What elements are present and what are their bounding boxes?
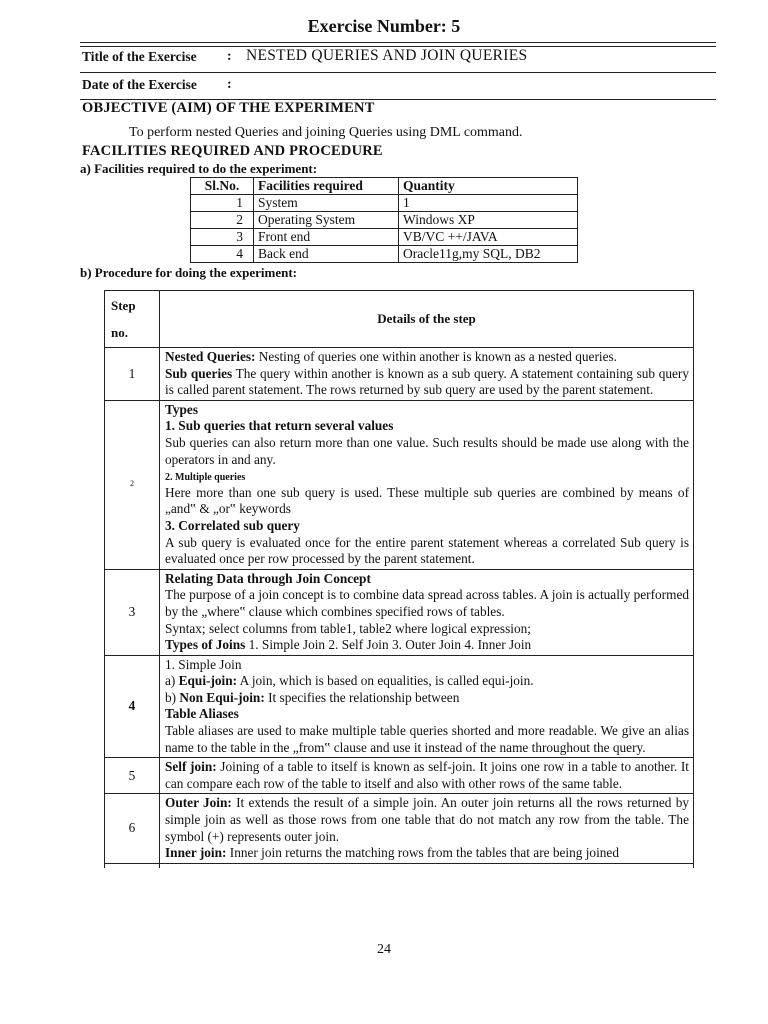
equi-join-prefix: a) bbox=[165, 673, 179, 689]
empty-cell bbox=[105, 863, 160, 868]
table-row-empty bbox=[105, 863, 694, 868]
cell: Back end bbox=[254, 246, 399, 263]
step-number: 2 bbox=[105, 400, 160, 569]
step-details bbox=[160, 569, 694, 655]
type1-heading: 1. Sub queries that return several values bbox=[165, 418, 394, 434]
cell: Operating System bbox=[254, 212, 399, 229]
non-equi-join-prefix: b) bbox=[165, 689, 180, 705]
title-colon: : bbox=[227, 49, 232, 64]
step-number: 4 bbox=[105, 655, 160, 758]
simple-join-line: 1. Simple Join bbox=[165, 656, 242, 672]
self-join-label: Self join: bbox=[165, 759, 217, 775]
date-colon: : bbox=[227, 77, 232, 92]
nested-queries-label: Nested Queries: bbox=[165, 349, 256, 364]
table-row bbox=[105, 758, 694, 794]
cell: 4 bbox=[191, 246, 254, 263]
facilities-table bbox=[190, 177, 578, 263]
empty-cell bbox=[160, 863, 694, 868]
col-step-line2: no. bbox=[111, 325, 128, 340]
procedure-header-row bbox=[105, 291, 694, 348]
type3-text: A sub query is evaluated once for the entire parent statement whereas a correlated Sub query is evaluated once per row processed by the parent statement. bbox=[165, 534, 689, 567]
objective-text: To perform nested Queries and joining Queries using DML command. bbox=[129, 125, 523, 140]
page-number: 24 bbox=[377, 942, 391, 957]
cell: 1 bbox=[399, 195, 578, 212]
table-row bbox=[105, 569, 694, 655]
procedure-subheading: b) Procedure for doing the experiment: bbox=[80, 265, 297, 280]
table-aliases-heading: Table Aliases bbox=[165, 706, 239, 722]
col-details: Details of the step bbox=[160, 291, 694, 348]
outer-join-label: Outer Join: bbox=[165, 795, 232, 811]
self-join-text: Joining of a table to itself is known as self-join. It joins one row in a table to another. It can compare each row of the table to itself and also with other rows of the same table. bbox=[165, 759, 689, 791]
cell: VB/VC ++/JAVA bbox=[399, 229, 578, 246]
step-details bbox=[160, 758, 694, 794]
table-row bbox=[191, 229, 578, 246]
step-details bbox=[160, 794, 694, 863]
type2-heading: 2. Multiple queries bbox=[165, 472, 246, 484]
sub-queries-label: Sub queries bbox=[165, 365, 233, 381]
step-number: 1 bbox=[105, 348, 160, 401]
col-step-no bbox=[105, 291, 160, 348]
join-types-label: Types of Joins bbox=[165, 637, 246, 653]
table-aliases-text: Table aliases are used to make multiple table queries shorted and more readable. We give an alias name to the table in the „from‟ clause and use it instead of the name throughout the query. bbox=[165, 723, 689, 755]
table-row bbox=[105, 655, 694, 758]
col-step-line1: Step bbox=[111, 298, 136, 313]
step-details bbox=[160, 655, 694, 758]
inner-join-label: Inner join: bbox=[165, 845, 227, 861]
type2-text: Here more than one sub query is used. These multiple sub queries are combined by means of „and‟ & „or‟ keywords bbox=[165, 484, 689, 517]
step-number: 6 bbox=[105, 794, 160, 863]
objective-heading: OBJECTIVE (AIM) OF THE EXPERIMENT bbox=[82, 100, 375, 116]
cell: 1 bbox=[191, 195, 254, 212]
step-details bbox=[160, 400, 694, 569]
col-slno: Sl.No. bbox=[191, 178, 254, 195]
join-types-text: 1. Simple Join 2. Self Join 3. Outer Join 4. Inner Join bbox=[245, 637, 532, 653]
table-row bbox=[191, 212, 578, 229]
join-concept-heading: Relating Data through Join Concept bbox=[165, 570, 371, 586]
cell: Windows XP bbox=[399, 212, 578, 229]
outer-join-text: It extends the result of a simple join. An outer join returns all the rows returned by simple join as well as those rows from one table that do not match any row from the table. The symbol (+) represents outer join. bbox=[165, 795, 689, 844]
table-row bbox=[105, 794, 694, 863]
col-quantity: Quantity bbox=[399, 178, 578, 195]
nested-queries-text: Nesting of queries one within another is known as a nested queries. bbox=[255, 349, 617, 364]
date-label: Date of the Exercise bbox=[82, 77, 197, 92]
non-equi-join-text: It specifies the relationship between bbox=[264, 689, 460, 705]
table-row bbox=[105, 348, 694, 401]
cell: System bbox=[254, 195, 399, 212]
page-title: Exercise Number: 5 bbox=[307, 16, 461, 36]
type1-text: Sub queries can also return more than one value. Such results should be made use along with the operators in and any. bbox=[165, 434, 689, 467]
type3-heading: 3. Correlated sub query bbox=[165, 517, 300, 533]
title-label: Title of the Exercise bbox=[82, 49, 197, 64]
cell: Front end bbox=[254, 229, 399, 246]
facilities-subheading: a) Facilities required to do the experiment: bbox=[80, 161, 318, 176]
inner-join-text: Inner join returns the matching rows from the tables that are being joined bbox=[226, 845, 619, 861]
types-heading: Types bbox=[165, 401, 199, 417]
equi-join-label: Equi-join: bbox=[178, 673, 238, 689]
table-row bbox=[191, 246, 578, 263]
step-details bbox=[160, 348, 694, 401]
step-number: 5 bbox=[105, 758, 160, 794]
step-number: 3 bbox=[105, 569, 160, 655]
non-equi-join-label: Non Equi-join: bbox=[179, 689, 265, 705]
cell: 3 bbox=[191, 229, 254, 246]
exercise-title: NESTED QUERIES AND JOIN QUERIES bbox=[246, 47, 528, 64]
facilities-heading: FACILITIES REQUIRED AND PROCEDURE bbox=[82, 143, 383, 159]
equi-join-text: A join, which is based on equalities, is called equi-join. bbox=[237, 673, 534, 689]
facilities-header-row bbox=[191, 178, 578, 195]
table-row bbox=[105, 400, 694, 569]
cell: Oracle11g,my SQL, DB2 bbox=[399, 246, 578, 263]
procedure-table bbox=[104, 290, 694, 868]
join-concept-text: The purpose of a join concept is to combine data spread across tables. A join is actually performed by the „where‟ clause which combines specified rows of tables. bbox=[165, 587, 689, 619]
cell: 2 bbox=[191, 212, 254, 229]
sub-queries-text: The query within another is known as a sub query. A statement containing sub query is called parent statement. The rows returned by sub query are used by the parent statement. bbox=[165, 365, 689, 398]
title-rule bbox=[80, 72, 716, 73]
table-row bbox=[191, 195, 578, 212]
col-facility: Facilities required bbox=[254, 178, 399, 195]
join-syntax: Syntax; select columns from table1, table2 where logical expression; bbox=[165, 620, 531, 636]
